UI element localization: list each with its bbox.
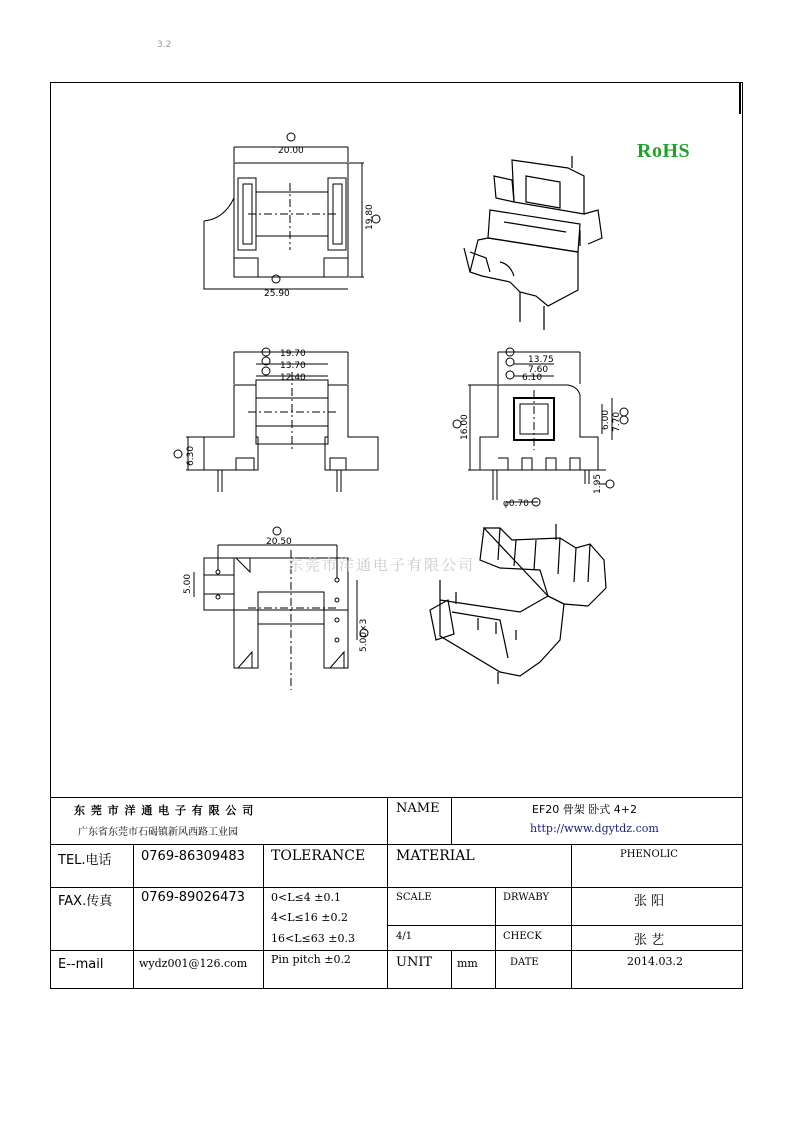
dim-side-core1: 6.00 (601, 409, 611, 430)
material-value: PHENOLIC (620, 849, 678, 860)
website-link[interactable]: http://www.dgytdz.com (530, 822, 659, 835)
material-label: MATERIAL (396, 848, 475, 864)
email-value[interactable]: wydz001@126.com (139, 957, 248, 970)
fax-label: FAX.传真 (58, 894, 113, 909)
title-block (50, 797, 743, 989)
dim-side-w1: 13.75 (528, 355, 554, 365)
bottom-view (194, 527, 368, 690)
name-value: EF20 骨架 卧式 4+2 (532, 803, 637, 816)
tolerance-pin-pitch: Pin pitch ±0.2 (271, 953, 351, 966)
unit-value: mm (457, 957, 478, 970)
dim-side-w2: 7.60 (528, 365, 549, 375)
dim-pin-pitch: 5.00×3 (359, 618, 369, 652)
dim-bottom-h: 5.00 (183, 573, 193, 594)
company-address: 广东省东莞市石碣镇新风西路工业园 (78, 827, 238, 838)
drawn-by-label: DRWABY (503, 892, 550, 903)
dim-top-base: 25.90 (264, 289, 290, 299)
corner-mark: 3.2 (157, 40, 172, 50)
tel-label: TEL.电话 (58, 853, 112, 868)
email-label: E--mail (58, 957, 104, 972)
fax-value: 0769-89026473 (141, 890, 245, 905)
dim-front-w2: 13.70 (280, 361, 306, 371)
dim-pin-dia: φ0.70 (503, 499, 529, 509)
tel-value: 0769-86309483 (141, 849, 245, 864)
dim-front-w1: 19.70 (280, 349, 306, 359)
isometric-view-top (464, 156, 602, 330)
tolerance-range-2: 4<L≤16 ±0.2 (271, 911, 348, 924)
company-name: 东 莞 市 洋 通 电 子 有 限 公 司 (74, 804, 255, 817)
dim-front-w3: 12.40 (280, 373, 306, 383)
date-value: 2014.03.2 (627, 955, 683, 968)
tolerance-label: TOLERANCE (271, 848, 366, 864)
dim-front-h: 6.30 (186, 445, 196, 466)
rohs-mark: RoHS (637, 140, 691, 162)
top-view (204, 133, 380, 289)
drawn-by-value: 张 阳 (634, 894, 665, 909)
watermark: 东莞市洋通电子有限公司 (288, 556, 476, 574)
dim-side-w3: 6.10 (522, 373, 543, 383)
scale-label: SCALE (396, 892, 432, 903)
check-value: 张 艺 (634, 933, 665, 948)
unit-label: UNIT (396, 955, 433, 970)
isometric-view-bottom (430, 524, 606, 684)
check-label: CHECK (503, 931, 542, 942)
date-label: DATE (510, 957, 539, 968)
tolerance-range-3: 16<L≤63 ±0.3 (271, 932, 355, 945)
name-label: NAME (396, 801, 440, 816)
front-view (174, 348, 378, 492)
dim-side-pin-len: 1.95 (593, 473, 603, 494)
dim-side-core2: 7.70 (612, 411, 622, 432)
tolerance-range-1: 0<L≤4 ±0.1 (271, 891, 341, 904)
dim-top-height: 19.80 (365, 204, 375, 230)
dim-side-h: 16.00 (460, 414, 470, 440)
dim-bottom-w: 20.50 (266, 537, 292, 547)
scale-value: 4/1 (396, 931, 413, 942)
dim-top-width: 20.00 (278, 146, 304, 156)
